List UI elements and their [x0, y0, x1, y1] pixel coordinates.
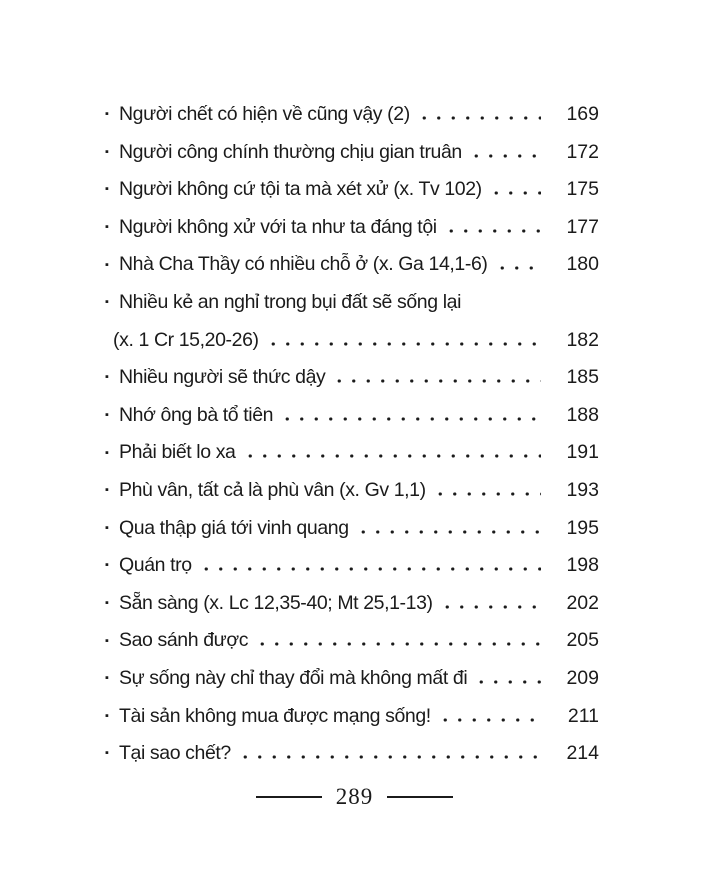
entry-title: Nhiều người sẽ thức dậy: [119, 366, 326, 389]
toc-row: [105, 322, 599, 360]
entry-title: Quán trọ: [119, 554, 192, 577]
dot-leader: [489, 191, 541, 195]
entry-page-number: 185: [566, 366, 599, 389]
toc-row: [105, 735, 599, 773]
entry-page-number: 198: [566, 554, 599, 577]
entry-title: Người chết có hiện về cũng vậy (2): [119, 103, 410, 125]
toc-row: [105, 359, 599, 397]
dot-leader: [433, 492, 541, 496]
dot-leader: [469, 154, 541, 158]
entry-page-number: 195: [566, 516, 599, 539]
table-of-contents: [105, 96, 599, 773]
entry-page-number: 205: [566, 629, 599, 652]
entry-title: Nhiều kẻ an nghỉ trong bụi đất sẽ sống lại: [119, 290, 462, 313]
entry-title: Tài sản không mua được mạng sống!: [119, 704, 431, 727]
entry-title: Người không cứ tội ta mà xét xử (x. Tv 102): [119, 178, 482, 201]
bullet-icon: ▪: [105, 709, 109, 722]
entry-title: Người công chính thường chịu gian truân: [119, 140, 462, 163]
toc-row: [105, 171, 599, 209]
bullet-icon: ▪: [105, 183, 109, 196]
toc-row: [105, 209, 599, 247]
toc-row: [105, 246, 599, 284]
bullet-icon: ▪: [105, 446, 109, 459]
bullet-icon: ▪: [105, 747, 109, 760]
entry-page-number: 169: [566, 103, 599, 125]
bullet-icon: ▪: [105, 108, 109, 121]
dot-leader: [495, 266, 542, 270]
footer-rule-left: [256, 796, 322, 798]
dot-leader: [356, 530, 541, 534]
toc-row: [105, 434, 599, 472]
dot-leader: [417, 116, 541, 120]
bullet-icon: ▪: [105, 597, 109, 610]
bullet-icon: ▪: [105, 484, 109, 497]
dot-leader: [332, 379, 541, 383]
toc-row: [105, 698, 599, 736]
dot-leader: [474, 680, 541, 684]
toc-row: [105, 585, 599, 623]
dot-leader: [266, 342, 541, 346]
toc-row: [105, 284, 599, 322]
bullet-icon: ▪: [105, 145, 109, 158]
dot-leader: [243, 454, 542, 458]
entry-title: Phù vân, tất cả là phù vân (x. Gv 1,1): [119, 478, 426, 501]
bullet-icon: ▪: [105, 221, 109, 234]
entry-title: Nhớ ông bà tổ tiên: [119, 403, 274, 426]
entry-title: Nhà Cha Thầy có nhiều chỗ ở (x. Ga 14,1-6): [119, 253, 488, 276]
entry-page-number: 180: [566, 253, 599, 276]
entry-page-number: 188: [566, 403, 599, 426]
entry-page-number: 211: [567, 704, 599, 727]
bullet-icon: ▪: [105, 409, 109, 422]
bullet-icon: ▪: [105, 521, 109, 534]
toc-row: [105, 134, 599, 172]
entry-title: Qua thập giá tới vinh quang: [119, 516, 349, 539]
entry-title: Phải biết lo xa: [119, 441, 236, 464]
entry-title: (x. 1 Cr 15,20-26): [113, 328, 259, 351]
dot-leader: [255, 642, 541, 646]
toc-row: [105, 622, 599, 660]
toc-row: [105, 510, 599, 548]
toc-row: [105, 547, 599, 585]
dot-leader: [238, 755, 541, 759]
entry-title: Sự sống này chỉ thay đổi mà không mất đi: [119, 666, 468, 689]
dot-leader: [444, 229, 541, 233]
entry-page-number: 182: [566, 328, 599, 351]
dot-leader: [280, 417, 541, 421]
bullet-icon: ▪: [105, 371, 109, 384]
toc-row: [105, 660, 599, 698]
entry-page-number: 177: [566, 215, 599, 238]
entry-page-number: 214: [566, 742, 599, 765]
entry-page-number: 202: [566, 591, 599, 614]
toc-row: [105, 472, 599, 510]
page-footer: [0, 784, 709, 810]
dot-leader: [438, 718, 541, 722]
entry-title: Người không xử với ta như ta đáng tội: [119, 215, 437, 238]
footer-rule-right: [387, 796, 453, 798]
bullet-icon: ▪: [105, 672, 109, 685]
bullet-icon: ▪: [105, 634, 109, 647]
toc-row: [105, 397, 599, 435]
toc-row: [105, 96, 599, 134]
entry-page-number: 191: [566, 441, 599, 464]
entry-page-number: 193: [566, 478, 599, 501]
dot-leader: [199, 567, 541, 571]
entry-title: Sao sánh được: [119, 629, 249, 652]
bullet-icon: ▪: [105, 559, 109, 572]
dot-leader: [440, 605, 541, 609]
entry-title: Sẵn sàng (x. Lc 12,35-40; Mt 25,1-13): [119, 591, 433, 614]
bullet-icon: ▪: [105, 258, 109, 271]
bullet-icon: ▪: [105, 296, 109, 309]
entry-page-number: 209: [566, 666, 599, 689]
page-number: 289: [335, 784, 374, 809]
entry-page-number: 175: [566, 178, 599, 201]
entry-title: Tại sao chết?: [119, 742, 231, 765]
entry-page-number: 172: [566, 140, 599, 163]
